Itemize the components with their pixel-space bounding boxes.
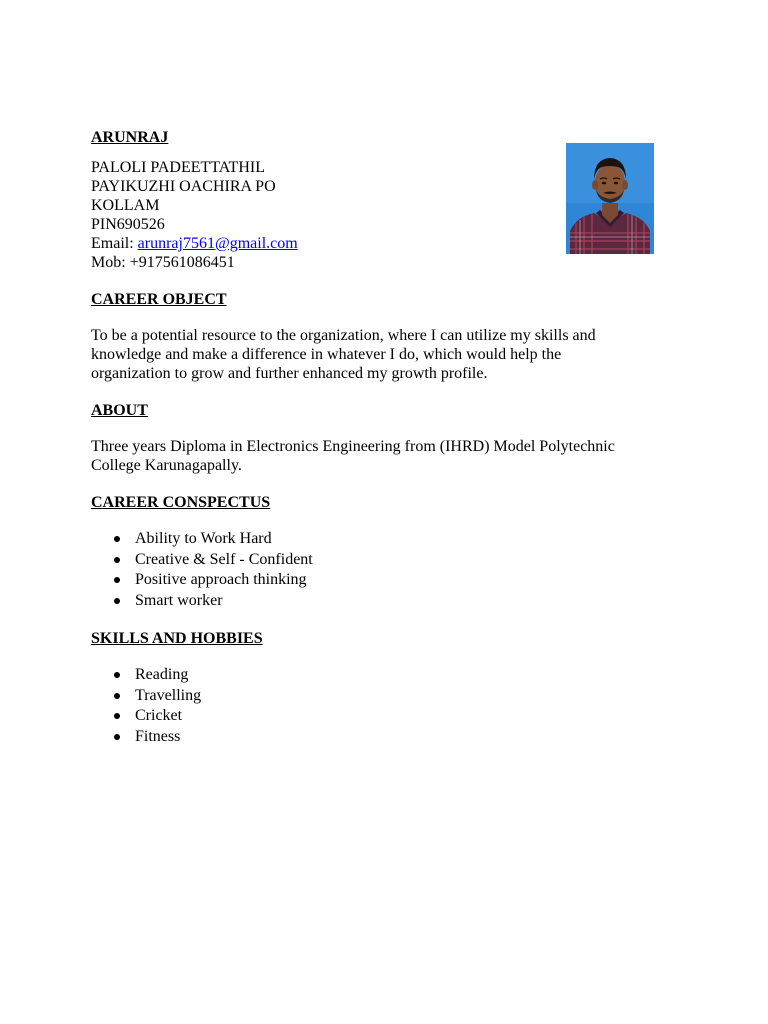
list-item — [114, 529, 681, 550]
profile-photo — [566, 143, 654, 254]
list-item-text: Creative & Self - Confident — [135, 550, 313, 568]
person-photo-icon — [566, 143, 654, 254]
list-item-text: Smart worker — [135, 591, 223, 609]
bullet-icon — [114, 734, 120, 740]
list-item-text: Ability to Work Hard — [135, 530, 272, 547]
career-object-line: knowledge and make a difference in whatever I do, which would help the — [91, 346, 562, 363]
mobile-line: Mob: +917561086451 — [91, 254, 235, 271]
about-text — [91, 437, 681, 475]
email-link[interactable]: arunraj7561@gmail.com — [137, 235, 298, 252]
list-item-text: Cricket — [135, 707, 183, 724]
career-object-line: organization to grow and further enhanced my growth profile. — [91, 365, 488, 382]
list-item-text: Travelling — [135, 686, 202, 704]
list-item-text: Reading — [135, 666, 189, 683]
list-item-text: Fitness — [135, 727, 181, 745]
about-heading: ABOUT — [91, 402, 148, 419]
bullet-icon — [114, 693, 120, 699]
skills-hobbies-heading: SKILLS AND HOBBIES — [91, 630, 263, 647]
candidate-name: ARUNRAJ — [91, 129, 169, 146]
list-item — [114, 570, 681, 591]
address-line-2: PAYIKUZHI OACHIRA PO — [91, 178, 276, 195]
address-pin: PIN690526 — [91, 216, 165, 233]
email-label: Email: — [91, 235, 138, 252]
address-line-3: KOLLAM — [91, 197, 160, 214]
list-item — [114, 686, 681, 707]
list-item-text: Positive approach thinking — [135, 571, 307, 588]
career-object-line: To be a potential resource to the organization, where I can utilize my skills and — [91, 327, 596, 344]
about-line: College Karunagapally. — [91, 457, 242, 474]
bullet-icon — [114, 577, 120, 583]
list-item — [114, 706, 681, 727]
skills-hobbies-list — [91, 665, 681, 747]
bullet-icon — [114, 557, 120, 563]
bullet-icon — [114, 713, 120, 719]
list-item — [114, 591, 681, 612]
about-line: Three years Diploma in Electronics Engineering from (IHRD) Model Polytechnic — [91, 438, 615, 455]
list-item — [114, 665, 681, 686]
bullet-icon — [114, 598, 120, 604]
bullet-icon — [114, 536, 120, 542]
list-item — [114, 550, 681, 571]
bullet-icon — [114, 672, 120, 678]
address-line-1: PALOLI PADEETTATHIL — [91, 159, 265, 176]
list-item — [114, 727, 681, 748]
career-object-text — [91, 326, 681, 383]
career-conspectus-list — [91, 529, 681, 611]
career-conspectus-heading: CAREER CONSPECTUS — [91, 494, 271, 511]
career-object-heading: CAREER OBJECT — [91, 291, 227, 308]
